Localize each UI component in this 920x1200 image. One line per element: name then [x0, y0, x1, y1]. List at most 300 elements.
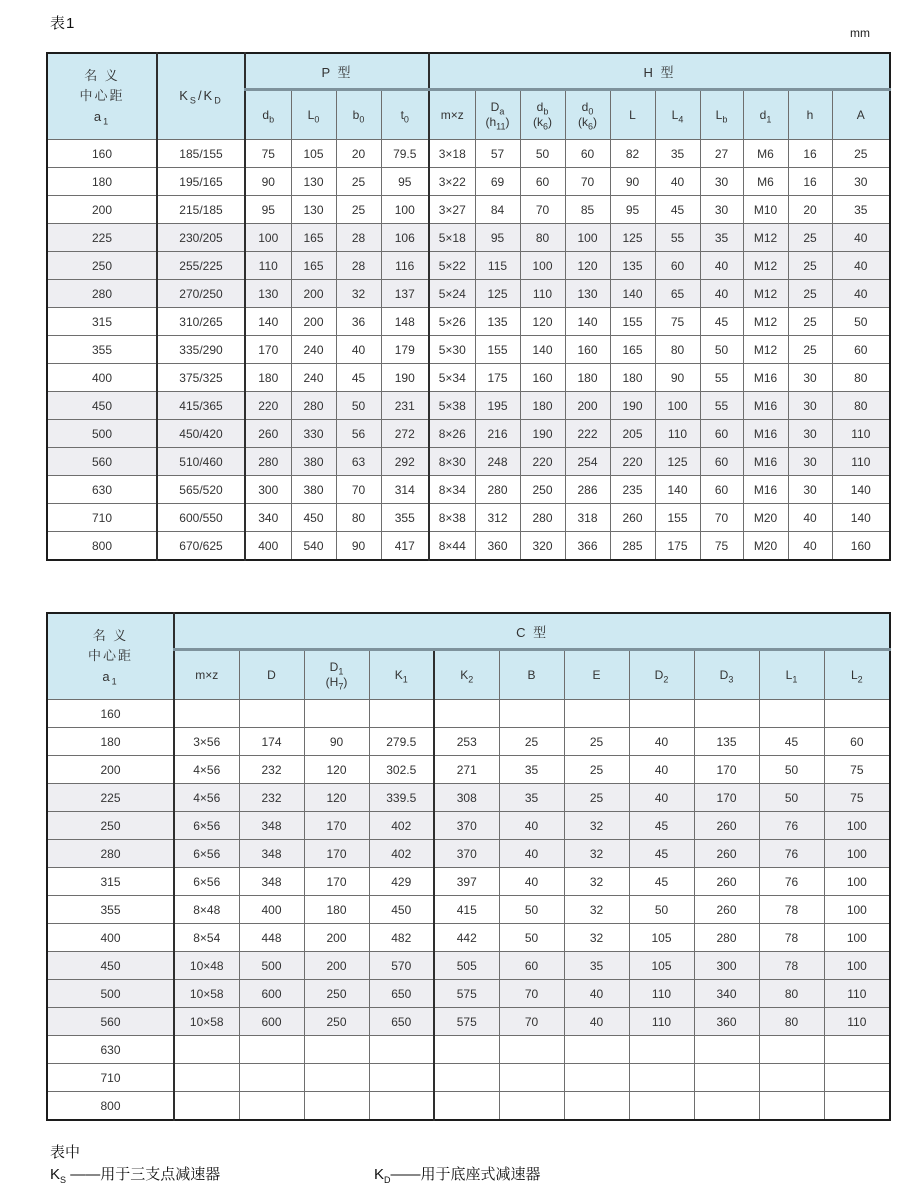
- data-cell: 137: [381, 280, 429, 308]
- data-cell: 10×48: [174, 952, 239, 980]
- data-cell: [824, 1036, 890, 1064]
- data-cell: 650: [369, 1008, 434, 1036]
- data-cell: 250: [304, 1008, 369, 1036]
- data-cell: 27: [700, 140, 743, 168]
- data-cell: 5×34: [429, 364, 475, 392]
- data-cell: 205: [610, 420, 655, 448]
- data-cell: 50: [629, 896, 694, 924]
- data-cell: [239, 1064, 304, 1092]
- data-cell: [369, 1092, 434, 1121]
- data-cell: 140: [832, 504, 890, 532]
- table-row: [47, 1064, 890, 1092]
- col-header-mxz: m×z: [429, 90, 475, 140]
- data-cell: 280: [694, 924, 759, 952]
- data-cell: 565/520: [157, 476, 245, 504]
- data-cell: 230/205: [157, 224, 245, 252]
- data-cell: 120: [304, 756, 369, 784]
- data-cell: [174, 1092, 239, 1121]
- data-cell: 25: [788, 280, 832, 308]
- data-cell: 25: [564, 784, 629, 812]
- data-cell: 248: [475, 448, 520, 476]
- data-cell: 40: [832, 224, 890, 252]
- data-cell: 82: [610, 140, 655, 168]
- table-row: [47, 784, 890, 812]
- data-cell: [239, 1092, 304, 1121]
- data-cell: 650: [369, 980, 434, 1008]
- row-header-cell: 225: [47, 224, 157, 252]
- data-cell: 417: [381, 532, 429, 561]
- col-header-h: h: [788, 90, 832, 140]
- data-cell: [629, 1036, 694, 1064]
- data-cell: 190: [520, 420, 565, 448]
- data-cell: 310/265: [157, 308, 245, 336]
- data-cell: 110: [832, 448, 890, 476]
- data-cell: 260: [694, 868, 759, 896]
- row-header-cell: 280: [47, 840, 174, 868]
- data-cell: [239, 700, 304, 728]
- table-row: [47, 224, 890, 252]
- data-cell: 40: [788, 504, 832, 532]
- row-header-cell: 250: [47, 812, 174, 840]
- data-cell: 40: [655, 168, 700, 196]
- data-cell: 285: [610, 532, 655, 561]
- data-cell: M16: [743, 364, 788, 392]
- data-cell: 32: [336, 280, 381, 308]
- table-row: [47, 700, 890, 728]
- footer-note-label: 表中: [50, 1144, 81, 1161]
- data-cell: 95: [475, 224, 520, 252]
- data-cell: M16: [743, 420, 788, 448]
- data-cell: 35: [499, 756, 564, 784]
- data-cell: 25: [564, 756, 629, 784]
- group-header-p-type: P 型: [245, 53, 429, 90]
- data-cell: 110: [520, 280, 565, 308]
- data-cell: 402: [369, 840, 434, 868]
- data-cell: [499, 700, 564, 728]
- data-cell: 6×56: [174, 868, 239, 896]
- data-cell: 63: [336, 448, 381, 476]
- dimension-table-p-h-type: [46, 52, 891, 561]
- data-cell: 90: [655, 364, 700, 392]
- data-cell: 135: [475, 308, 520, 336]
- row-header-cell: 450: [47, 952, 174, 980]
- data-cell: 260: [245, 420, 291, 448]
- data-cell: 20: [788, 196, 832, 224]
- data-cell: 60: [824, 728, 890, 756]
- data-cell: 279.5: [369, 728, 434, 756]
- col-header-mxz: m×z: [174, 650, 239, 700]
- data-cell: M12: [743, 252, 788, 280]
- data-cell: 95: [381, 168, 429, 196]
- data-cell: 25: [788, 336, 832, 364]
- data-cell: 260: [610, 504, 655, 532]
- table-header-group-row: [47, 53, 890, 90]
- data-cell: 95: [610, 196, 655, 224]
- data-cell: 140: [832, 476, 890, 504]
- data-cell: 348: [239, 812, 304, 840]
- data-cell: 400: [239, 896, 304, 924]
- data-cell: [174, 1036, 239, 1064]
- table-header-sub-row: [47, 650, 890, 700]
- data-cell: 78: [759, 952, 824, 980]
- data-cell: 60: [499, 952, 564, 980]
- table-row: [47, 812, 890, 840]
- table-row: [47, 756, 890, 784]
- data-cell: M12: [743, 280, 788, 308]
- data-cell: 90: [304, 728, 369, 756]
- data-cell: 60: [700, 448, 743, 476]
- data-cell: 4×56: [174, 784, 239, 812]
- data-cell: 32: [564, 924, 629, 952]
- data-cell: 40: [700, 252, 743, 280]
- data-cell: 240: [291, 364, 336, 392]
- data-cell: 448: [239, 924, 304, 952]
- data-cell: 45: [629, 840, 694, 868]
- data-cell: 402: [369, 812, 434, 840]
- data-cell: [434, 1064, 499, 1092]
- data-cell: [759, 1036, 824, 1064]
- data-cell: 253: [434, 728, 499, 756]
- data-cell: 70: [565, 168, 610, 196]
- data-cell: 25: [788, 308, 832, 336]
- data-cell: 160: [520, 364, 565, 392]
- data-cell: 6×56: [174, 812, 239, 840]
- data-cell: 105: [629, 952, 694, 980]
- data-cell: 110: [824, 1008, 890, 1036]
- data-cell: 174: [239, 728, 304, 756]
- table-row: [47, 448, 890, 476]
- table-row: [47, 280, 890, 308]
- data-cell: 56: [336, 420, 381, 448]
- data-cell: 10×58: [174, 1008, 239, 1036]
- row-header-cell: 500: [47, 980, 174, 1008]
- data-cell: [434, 1092, 499, 1121]
- data-cell: 100: [824, 840, 890, 868]
- data-cell: 340: [245, 504, 291, 532]
- table-row: [47, 336, 890, 364]
- data-cell: 260: [694, 896, 759, 924]
- data-cell: [174, 700, 239, 728]
- table-row: [47, 420, 890, 448]
- data-cell: 180: [565, 364, 610, 392]
- data-cell: [629, 1092, 694, 1121]
- data-cell: 100: [824, 812, 890, 840]
- row-header-cell: 200: [47, 756, 174, 784]
- row-header-cell: 315: [47, 868, 174, 896]
- data-cell: 32: [564, 812, 629, 840]
- data-cell: 75: [824, 784, 890, 812]
- data-cell: 55: [700, 364, 743, 392]
- data-cell: 110: [629, 1008, 694, 1036]
- data-cell: 185/155: [157, 140, 245, 168]
- data-cell: 232: [239, 756, 304, 784]
- data-cell: 70: [499, 1008, 564, 1036]
- data-cell: 155: [475, 336, 520, 364]
- data-cell: 100: [655, 392, 700, 420]
- data-cell: 335/290: [157, 336, 245, 364]
- group-header-h-type: H 型: [429, 53, 890, 90]
- data-cell: 292: [381, 448, 429, 476]
- data-cell: 78: [759, 924, 824, 952]
- data-cell: [369, 700, 434, 728]
- data-cell: 125: [475, 280, 520, 308]
- data-cell: [434, 700, 499, 728]
- data-cell: 70: [499, 980, 564, 1008]
- data-cell: 8×34: [429, 476, 475, 504]
- data-cell: 50: [700, 336, 743, 364]
- data-cell: 170: [694, 784, 759, 812]
- data-cell: 90: [336, 532, 381, 561]
- data-cell: 170: [245, 336, 291, 364]
- footer-ks-definition: $K_S$ ——用于三支点减速器: [50, 1166, 221, 1185]
- data-cell: 280: [291, 392, 336, 420]
- data-cell: 35: [655, 140, 700, 168]
- data-cell: 220: [610, 448, 655, 476]
- col-header-b: B: [499, 650, 564, 700]
- data-cell: 339.5: [369, 784, 434, 812]
- data-cell: 120: [520, 308, 565, 336]
- data-cell: 80: [832, 364, 890, 392]
- data-cell: 25: [336, 196, 381, 224]
- data-cell: 600: [239, 1008, 304, 1036]
- data-cell: 360: [475, 532, 520, 561]
- data-cell: 380: [291, 448, 336, 476]
- data-cell: 100: [824, 896, 890, 924]
- row-header-cell: 450: [47, 392, 157, 420]
- table-row: [47, 196, 890, 224]
- data-cell: 50: [336, 392, 381, 420]
- data-cell: 165: [291, 252, 336, 280]
- data-cell: [759, 1092, 824, 1121]
- data-cell: 28: [336, 252, 381, 280]
- data-cell: 40: [499, 868, 564, 896]
- data-cell: 40: [629, 756, 694, 784]
- data-cell: 482: [369, 924, 434, 952]
- data-cell: 314: [381, 476, 429, 504]
- data-cell: 25: [832, 140, 890, 168]
- row-header-cell: 560: [47, 1008, 174, 1036]
- data-cell: 25: [336, 168, 381, 196]
- col-header-db: $d_b$: [245, 90, 291, 140]
- data-cell: 110: [824, 980, 890, 1008]
- data-cell: 116: [381, 252, 429, 280]
- table-row: [47, 1036, 890, 1064]
- data-cell: 505: [434, 952, 499, 980]
- data-cell: [629, 700, 694, 728]
- data-cell: 415: [434, 896, 499, 924]
- data-cell: M10: [743, 196, 788, 224]
- data-cell: 60: [700, 420, 743, 448]
- data-cell: 308: [434, 784, 499, 812]
- data-cell: 300: [245, 476, 291, 504]
- data-cell: M6: [743, 168, 788, 196]
- data-cell: 120: [565, 252, 610, 280]
- data-cell: 355: [381, 504, 429, 532]
- data-cell: M6: [743, 140, 788, 168]
- data-cell: [434, 1036, 499, 1064]
- row-header-cell: 400: [47, 924, 174, 952]
- data-cell: 75: [700, 532, 743, 561]
- data-cell: 190: [381, 364, 429, 392]
- data-cell: 415/365: [157, 392, 245, 420]
- row-header-cell: 355: [47, 896, 174, 924]
- data-cell: [629, 1064, 694, 1092]
- data-cell: [694, 1092, 759, 1121]
- data-cell: 60: [565, 140, 610, 168]
- data-cell: 130: [565, 280, 610, 308]
- data-cell: 302.5: [369, 756, 434, 784]
- data-cell: 100: [245, 224, 291, 252]
- data-cell: 250: [520, 476, 565, 504]
- col-header-l1: $L_1$: [759, 650, 824, 700]
- data-cell: 216: [475, 420, 520, 448]
- data-cell: 148: [381, 308, 429, 336]
- data-cell: 397: [434, 868, 499, 896]
- data-cell: M20: [743, 532, 788, 561]
- table-header-group-row: [47, 613, 890, 650]
- row-header-cell: 800: [47, 532, 157, 561]
- data-cell: 45: [655, 196, 700, 224]
- data-cell: 80: [655, 336, 700, 364]
- data-cell: 65: [655, 280, 700, 308]
- table-row: [47, 504, 890, 532]
- data-cell: 35: [564, 952, 629, 980]
- data-cell: 80: [520, 224, 565, 252]
- table-row: [47, 168, 890, 196]
- data-cell: 110: [655, 420, 700, 448]
- data-cell: 75: [824, 756, 890, 784]
- data-cell: 5×18: [429, 224, 475, 252]
- data-cell: 84: [475, 196, 520, 224]
- data-cell: 40: [564, 980, 629, 1008]
- group-header-c-type: C 型: [174, 613, 890, 650]
- data-cell: 570: [369, 952, 434, 980]
- data-cell: 140: [245, 308, 291, 336]
- col-header-lb: $L_b$: [700, 90, 743, 140]
- data-cell: 3×27: [429, 196, 475, 224]
- data-cell: 28: [336, 224, 381, 252]
- data-cell: 3×22: [429, 168, 475, 196]
- table-row: [47, 140, 890, 168]
- data-cell: 75: [245, 140, 291, 168]
- data-cell: 600: [239, 980, 304, 1008]
- data-cell: 79.5: [381, 140, 429, 168]
- table-row: [47, 364, 890, 392]
- data-cell: 115: [475, 252, 520, 280]
- row-header-cell: 315: [47, 308, 157, 336]
- data-cell: 8×48: [174, 896, 239, 924]
- data-cell: 120: [304, 784, 369, 812]
- data-cell: 170: [304, 840, 369, 868]
- data-cell: 3×18: [429, 140, 475, 168]
- data-cell: 16: [788, 140, 832, 168]
- data-cell: 180: [520, 392, 565, 420]
- data-cell: 8×44: [429, 532, 475, 561]
- page-title: 表1: [50, 15, 76, 32]
- data-cell: 100: [381, 196, 429, 224]
- data-cell: 76: [759, 812, 824, 840]
- data-cell: 30: [788, 448, 832, 476]
- data-cell: 348: [239, 868, 304, 896]
- data-cell: 155: [655, 504, 700, 532]
- data-cell: 135: [610, 252, 655, 280]
- data-cell: 280: [475, 476, 520, 504]
- data-cell: 40: [499, 840, 564, 868]
- data-cell: [824, 700, 890, 728]
- col-header-l2: $L_2$: [824, 650, 890, 700]
- data-cell: 200: [304, 952, 369, 980]
- data-cell: [824, 1064, 890, 1092]
- data-cell: 190: [610, 392, 655, 420]
- data-cell: 36: [336, 308, 381, 336]
- data-cell: [564, 1092, 629, 1121]
- data-cell: 300: [694, 952, 759, 980]
- data-cell: 40: [499, 812, 564, 840]
- data-cell: [174, 1064, 239, 1092]
- data-cell: 575: [434, 980, 499, 1008]
- data-cell: 6×56: [174, 840, 239, 868]
- data-cell: 140: [610, 280, 655, 308]
- data-cell: 375/325: [157, 364, 245, 392]
- row-header-cell: 225: [47, 784, 174, 812]
- table-row: [47, 924, 890, 952]
- data-cell: 348: [239, 840, 304, 868]
- data-cell: 600/550: [157, 504, 245, 532]
- data-cell: 8×54: [174, 924, 239, 952]
- data-cell: 175: [655, 532, 700, 561]
- data-cell: 400: [245, 532, 291, 561]
- data-cell: 370: [434, 812, 499, 840]
- data-cell: 340: [694, 980, 759, 1008]
- col-header-d: D: [239, 650, 304, 700]
- data-cell: 5×30: [429, 336, 475, 364]
- row-header-cell: 800: [47, 1092, 174, 1121]
- data-cell: 260: [694, 812, 759, 840]
- table-row: [47, 252, 890, 280]
- table-row: [47, 1008, 890, 1036]
- data-cell: 670/625: [157, 532, 245, 561]
- data-cell: 50: [499, 924, 564, 952]
- data-cell: 450: [291, 504, 336, 532]
- data-cell: 200: [565, 392, 610, 420]
- table-row: [47, 728, 890, 756]
- data-cell: 540: [291, 532, 336, 561]
- row-header-cell: 500: [47, 420, 157, 448]
- row-header-cell: 180: [47, 168, 157, 196]
- row-header-cell: 180: [47, 728, 174, 756]
- data-cell: [304, 1064, 369, 1092]
- data-cell: 40: [564, 1008, 629, 1036]
- data-cell: 280: [245, 448, 291, 476]
- col-header-b0: $b_0$: [336, 90, 381, 140]
- data-cell: M16: [743, 448, 788, 476]
- data-cell: 100: [824, 868, 890, 896]
- data-cell: 45: [629, 812, 694, 840]
- data-cell: 370: [434, 840, 499, 868]
- data-cell: [499, 1092, 564, 1121]
- data-cell: 40: [629, 784, 694, 812]
- data-cell: 40: [788, 532, 832, 561]
- data-cell: 429: [369, 868, 434, 896]
- col-header-k1: $K_1$: [369, 650, 434, 700]
- data-cell: 60: [655, 252, 700, 280]
- data-cell: 30: [700, 196, 743, 224]
- data-cell: 160: [832, 532, 890, 561]
- data-cell: 100: [565, 224, 610, 252]
- data-cell: 125: [610, 224, 655, 252]
- table-row: [47, 868, 890, 896]
- data-cell: 30: [788, 364, 832, 392]
